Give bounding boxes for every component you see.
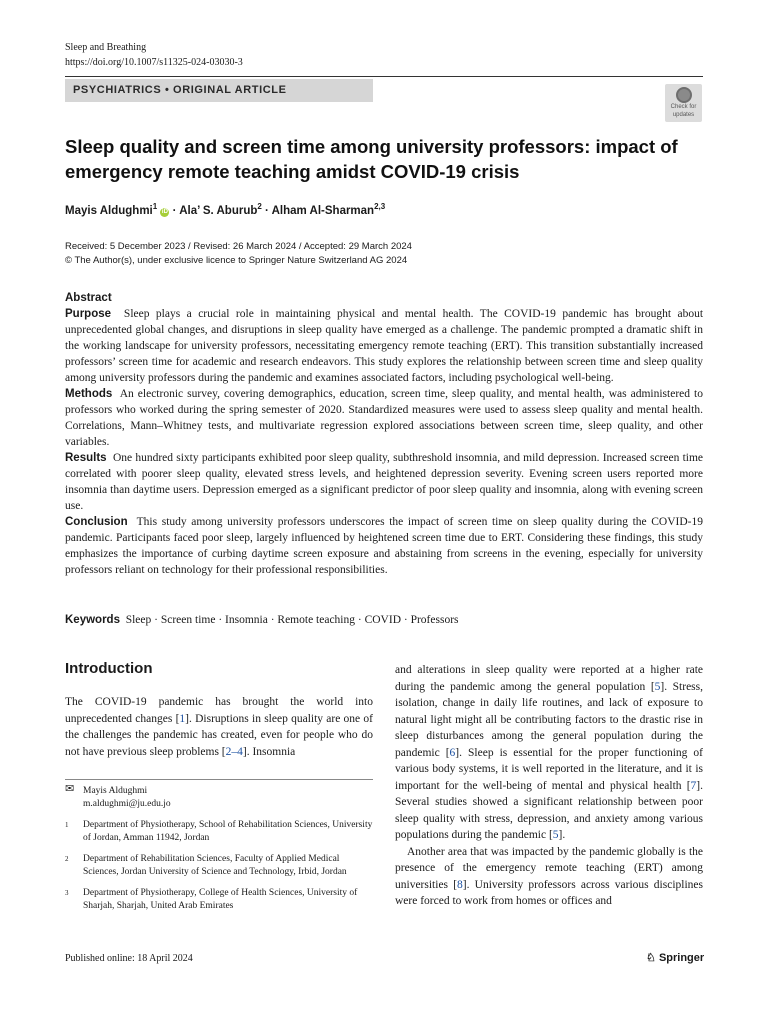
footnote-rule — [65, 779, 373, 780]
orcid-icon[interactable]: iD — [161, 208, 168, 215]
header-rule — [65, 76, 703, 77]
author-affiliation: 1 — [152, 202, 158, 211]
keywords-text: Sleep · Screen time · Insomnia · Remote teaching · COVID · Professors — [125, 614, 459, 626]
bookmark-icon — [676, 87, 692, 103]
published-date: Published online: 18 April 2024 — [65, 953, 193, 964]
citation-link[interactable]: 8 — [457, 878, 463, 891]
author-name[interactable]: Mayis Aldughmi — [65, 204, 153, 217]
author-affiliation: 2,3 — [374, 202, 386, 211]
abstract-conclusion — [65, 514, 703, 578]
envelope-icon: ✉ — [65, 783, 75, 795]
author-affiliation: 2 — [257, 202, 262, 211]
publisher-name: Springer — [658, 952, 705, 964]
springer-horse-icon: ♘ — [646, 952, 656, 964]
author-list: Mayis Aldughmi$^1$ iD · Ala’ S. Aburub$^2$ · Alham Al-Sharman$^{2,3}$ — [65, 202, 386, 217]
introduction-heading: Introduction — [65, 660, 153, 677]
affiliation-text: Department of Rehabilitation Sciences, Faculty of Applied Medical Sciences, Jordan University of Science and Technology, Irbid, Jordan — [83, 854, 347, 877]
footnotes — [65, 785, 373, 921]
article-dates — [65, 240, 412, 268]
citation-link[interactable]: 5 — [654, 680, 661, 693]
purpose-text: Sleep plays a crucial role in maintaining physical and mental health. The COVID-19 pandemic has brought about unprecedented global changes, and disruptions in sleep quality have emerged as a challenge. The pandemic prompted a dramatic shift in the working landscape for university professors, necessitating emergency remote teaching (ERT). This transition substantially increased professors’ screen time for academic and research endeavors. This study explores the relationship between screen time and sleep quality among university professors during the pandemic and examines associated factors, including psychological well-being. — [65, 308, 704, 384]
intro-paragraph-1: The COVID-19 pandemic has brought the world into unprecedented changes [1]. Disruptions in sleep quality are one of the challenges the pandemic has created, even for people who do not have previous sleep problems [2–4]. Insomnia — [65, 696, 373, 758]
affiliation-footnote — [65, 819, 373, 845]
citation-link[interactable]: 7 — [690, 779, 697, 792]
affiliation-number: 2 — [65, 855, 69, 863]
abstract-purpose — [65, 306, 703, 386]
keywords-label: Keywords — [65, 614, 120, 626]
check-for-updates-badge[interactable] — [665, 84, 702, 122]
abstract-section — [65, 290, 703, 578]
abstract-heading: Abstract — [65, 292, 112, 304]
methods-label: Methods — [65, 388, 113, 400]
citation-link[interactable]: 1 — [179, 712, 186, 725]
keywords-line — [65, 614, 459, 626]
left-column — [65, 660, 373, 758]
contact-name: Mayis Aldughmi — [83, 786, 148, 796]
journal-name: Sleep and Breathing — [65, 42, 147, 53]
affiliation-number: 3 — [65, 889, 69, 897]
contact-email[interactable]: m.aldughmi@ju.edu.jo — [83, 799, 171, 809]
publisher-logo — [646, 951, 704, 964]
copyright-line: © The Author(s), under exclusive licence to Springer Nature Switzerland AG 2024 — [65, 255, 408, 266]
corresponding-author — [65, 785, 373, 811]
citation-link[interactable]: 6 — [449, 746, 456, 759]
history-dates: Received: 5 December 2023 / Revised: 26 March 2024 / Accepted: 29 March 2024 — [65, 241, 412, 252]
article-title: Sleep quality and screen time among university professors: impact of emergency remote teaching amidst COVID-19 crisis — [65, 136, 678, 182]
affiliation-footnote — [65, 853, 373, 879]
right-column — [395, 662, 703, 910]
check-label-2: updates — [672, 111, 695, 118]
journal-info — [65, 40, 243, 70]
methods-text: An electronic survey, covering demographics, education, screen time, sleep quality, and mental health, was administered to professors who worked during the spring semester of 2020. Standardized measures were used to assess sleep quality and mental health. Correlations, Mann–Whitney tests, and multivariate regression explored associations between screen time, sleep quality, and other variables. — [65, 388, 703, 448]
author-name[interactable]: Ala’ S. Aburub — [179, 204, 258, 217]
abstract-results — [65, 450, 703, 514]
results-text: One hundred sixty participants exhibited poor sleep quality, subthreshold insomnia, and mild depression. Increased screen time correlated with poorer sleep quality, elevated stress levels, and heightened depression severity. Evening screen users reported more insomnia than daytime users. Depression emerged as a significant predictor of poor sleep quality and insomnia, along with evening screen use. — [65, 452, 704, 512]
doi-link[interactable]: https://doi.org/10.1007/s11325-024-03030-3 — [65, 57, 243, 68]
affiliation-text: Department of Physiotherapy, School of Rehabilitation Sciences, University of Jordan, Amman 11942, Jordan — [83, 820, 373, 843]
check-label-1: Check for — [670, 104, 697, 110]
affiliation-number: 1 — [65, 821, 69, 829]
conclusion-text: This study among university professors underscores the impact of screen time on sleep quality during the COVID-19 pandemic. Participants faced poor sleep, largely influenced by heightened screen time due to ERT. Considering these findings, this study emphasizes the importance of curbing daytime screen exposure and abstaining from screens in the evening, especially for university professors reliant on technology for their professional responsibilities. — [65, 516, 703, 576]
abstract-methods — [65, 386, 703, 450]
results-label: Results — [65, 452, 107, 464]
citation-link[interactable]: 2–4 — [225, 745, 243, 758]
affiliation-text: Department of Physiotherapy, College of Health Sciences, University of Sharjah, Sharjah, United Arab Emirates — [83, 888, 358, 911]
purpose-label: Purpose — [65, 308, 112, 320]
section-label: PSYCHIATRICS • ORIGINAL ARTICLE — [65, 79, 373, 102]
citation-link[interactable]: 5 — [552, 829, 559, 841]
affiliation-footnote — [65, 887, 373, 913]
conclusion-label: Conclusion — [65, 516, 128, 528]
author-name[interactable]: Alham Al-Sharman — [271, 204, 375, 217]
intro-paragraph-1-cont: and alterations in sleep quality were reported at a higher rate during the pandemic among the general population [5]. Stress, isolation, change in daily life routines, and lack of exposure to natural light might all be contributing factors to the drastic rise in sleep disturbances among the general population during the pandemic [6]. Sleep is essential for the proper functioning of various body systems, it is well reported in the literature, and it is important for the well-being of mental and physical health [7]. Several studies showed a significant relationship between poor sleep quality with stress, depression, and anxiety among various populations during the pandemic [5]. — [395, 664, 704, 841]
intro-paragraph-2: Another area that was impacted by the pandemic globally is the presence of the emergency remote teaching (ERT) among universities [8]. University professors across various disciplines were forced to work from homes or offices and — [395, 845, 703, 907]
